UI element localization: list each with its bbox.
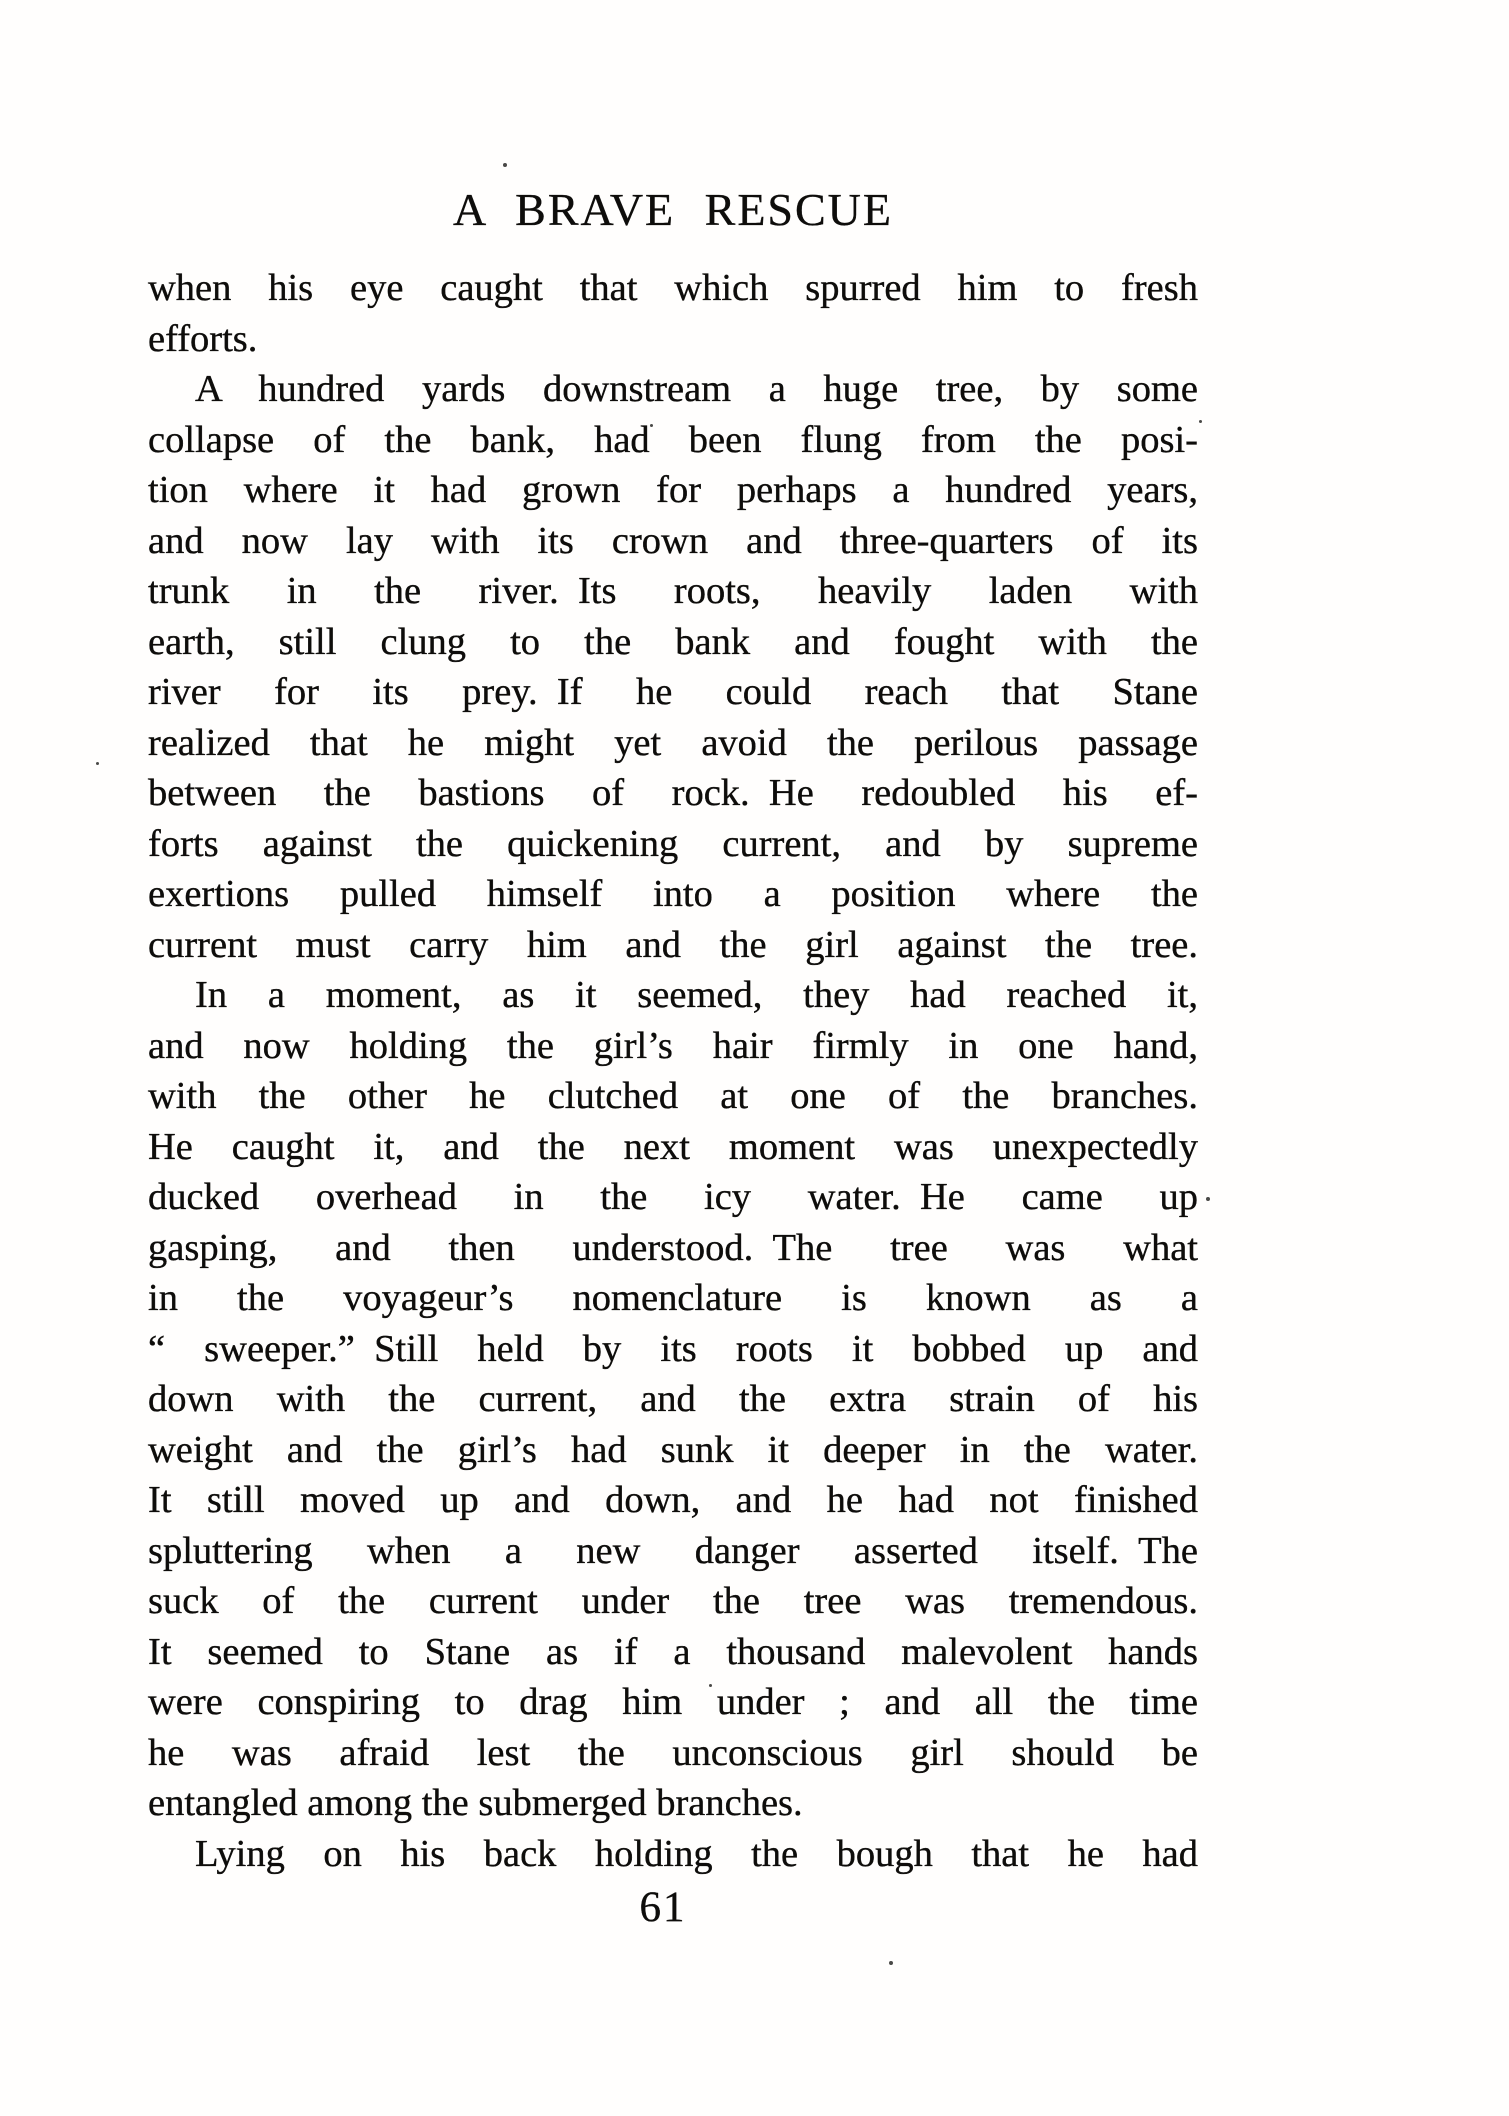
text-line: and now holding the girl’s hair firmly in one hand, bbox=[148, 1024, 1198, 1067]
text-line: suck of the current under the tree was tremendous. bbox=[148, 1580, 1198, 1622]
text-line: exertions pulled himself into a position where the bbox=[148, 873, 1198, 915]
text-line: weight and the girl’s had sunk it deeper in the water. bbox=[148, 1428, 1198, 1471]
text-line: between the bastions of rock. He redoubled his ef- bbox=[148, 772, 1198, 814]
text-line: It still moved up and down, and he had not finished bbox=[148, 1479, 1198, 1521]
text-line: “ sweeper.” Still held by its roots it bobbed up and bbox=[148, 1327, 1198, 1370]
text-line: current must carry him and the girl against the tree. bbox=[148, 923, 1198, 966]
text-line: collapse of the bank, had been flung from the posi- bbox=[148, 418, 1198, 461]
page-number: 61 bbox=[639, 1884, 687, 1931]
scan-speckle bbox=[889, 1961, 893, 1965]
text-line: ducked overhead in the icy water. He came up bbox=[148, 1176, 1198, 1218]
text-line: and now lay with its crown and three-quarters of its bbox=[148, 519, 1198, 562]
text-line: A hundred yards downstream a huge tree, by some bbox=[195, 368, 1198, 410]
scan-speckle bbox=[96, 762, 99, 765]
text-line: entangled among the submerged branches. bbox=[148, 1782, 803, 1824]
text-line: He caught it, and the next moment was unexpectedly bbox=[148, 1125, 1198, 1168]
page-text-block bbox=[148, 263, 1198, 1879]
text-line: Lying on his back holding the bough that he had bbox=[195, 1832, 1198, 1875]
text-line: in the voyageur’s nomenclature is known as a bbox=[148, 1277, 1198, 1319]
text-line: river for its prey. If he could reach that Stane bbox=[148, 671, 1198, 713]
text-line: forts against the quickening current, and by supreme bbox=[148, 822, 1198, 865]
text-line: realized that he might yet avoid the perilous passage bbox=[148, 721, 1198, 764]
text-line: down with the current, and the extra strain of his bbox=[148, 1378, 1198, 1420]
text-line: efforts. bbox=[148, 317, 258, 360]
text-line: In a moment, as it seemed, they had reached it, bbox=[195, 974, 1198, 1016]
text-line: when his eye caught that which spurred him to fresh bbox=[148, 267, 1198, 309]
text-line: earth, still clung to the bank and fought with the bbox=[148, 620, 1198, 663]
text-line: tion where it had grown for perhaps a hundred years, bbox=[148, 469, 1198, 511]
text-line: gasping, and then understood. The tree was what bbox=[148, 1226, 1198, 1269]
scan-speckle bbox=[503, 163, 507, 167]
page-title: A BRAVE RESCUE bbox=[452, 184, 894, 235]
text-line: It seemed to Stane as if a thousand malevolent hands bbox=[148, 1630, 1198, 1673]
text-line: with the other he clutched at one of the branches. bbox=[148, 1075, 1198, 1117]
text-line: were conspiring to drag him under ; and all the time bbox=[148, 1681, 1198, 1723]
scan-speckle bbox=[1206, 1197, 1210, 1201]
text-line: trunk in the river. Its roots, heavily laden with bbox=[148, 570, 1198, 612]
scan-speckle bbox=[1199, 420, 1202, 423]
text-line: he was afraid lest the unconscious girl should be bbox=[148, 1731, 1198, 1774]
text-line: spluttering when a new danger asserted itself. The bbox=[148, 1529, 1198, 1572]
